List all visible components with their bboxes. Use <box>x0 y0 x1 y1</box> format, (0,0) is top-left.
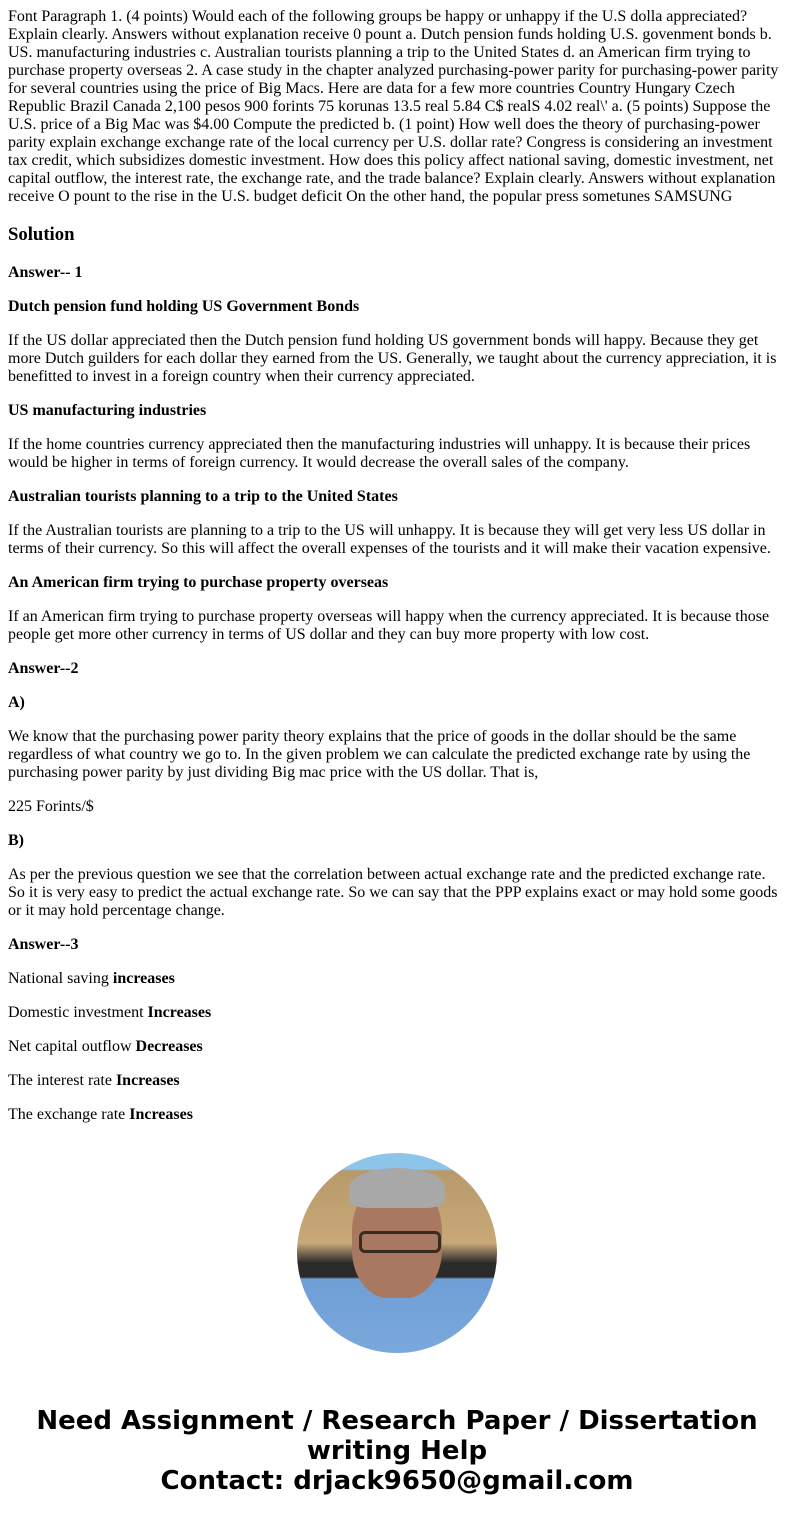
avatar-glasses <box>359 1231 441 1253</box>
effect-value: increases <box>112 970 175 987</box>
effect-value: Increases <box>147 1004 212 1021</box>
question-text: Font Paragraph 1. (4 points) Would each of the following groups be happy or unhappy if the U.S dolla appreciated? Explain clearly. Answers without explanation receive 0 pount a. Dutch pension funds holding U.S. govenment bonds b. US. manufacturing industries c. Australian tourists planning a trip to the United States d. an American firm trying to purchase property overseas 2. A case study in the chapter analyzed purchasing-power parity for purchasing-power parity for several countries using the price of Big Macs. Here are data for a few more countries Country Hungary Czech Republic Brazil Canada 2,100 pesos 900 forints 75 korunas 13.5 real 5.84 C$ realS 4.02 real\' a. (5 points) Suppose the U.S. price of a Big Mac was $4.00 Compute the predicted b. (1 point) How well does the theory of purchasing-power parity explain exchange exchange rate of the local currency per U.S. dollar rate? Congress is considering an investment tax credit, which subsidizes domestic investment. How does this policy affect national saving, domestic investment, net capital outflow, the interest rate, the exchange rate, and the trade balance? Explain clearly. Answers without explanation receive O pount to the rise in the U.S. budget deficit On the other hand, the popular press sometunes SAMSUNG <box>8 8 779 205</box>
effect-row <box>8 1106 786 1123</box>
avatar-hair <box>349 1168 445 1208</box>
tutor-avatar <box>297 1153 497 1353</box>
contact-footer <box>8 1406 786 1496</box>
effect-value: Increases <box>129 1106 193 1123</box>
part-b-text: As per the previous question we see that the correlation between actual exchange rate and the predicted exchange rate. So it is very easy to predict the actual exchange rate. So we can say that the PPP explains exact or may hold some goods or it may hold percentage change. <box>8 866 778 919</box>
item-title: Australian tourists planning to a trip to the United States <box>8 488 398 505</box>
effect-row <box>8 970 786 988</box>
item-title: An American firm trying to purchase property overseas <box>8 574 389 591</box>
footer-help-text: Need Assignment / Research Paper / Dissertation writing Help <box>36 1406 758 1466</box>
effect-label: Net capital outflow <box>8 1038 136 1055</box>
item-text: If the US dollar appreciated then the Dutch pension fund holding US government bonds will happy. Because they get more Dutch guilders for each dollar they earned from the US. Generally, we taught about the currency appreciation, it is benefitted to invest in a foreign country when their currency appreciated. <box>8 332 777 385</box>
footer-contact: Contact: drjack9650@gmail.com <box>160 1466 634 1496</box>
effect-label: Domestic investment <box>8 1004 148 1021</box>
answer3-heading: Answer--3 <box>8 936 79 953</box>
effect-value: Increases <box>115 1072 180 1089</box>
part-a-result: 225 Forints/$ <box>8 798 94 815</box>
part-b-label: B) <box>8 832 24 849</box>
item-text: If the home countries currency appreciated then the manufacturing industries will unhappy. It is because their prices would be higher in terms of foreign currency. It would decrease the overall sales of the company. <box>8 436 751 471</box>
item-text: If the Australian tourists are planning to a trip to the US will unhappy. It is because they will get very less US dollar in terms of their currency. So this will affect the overall expenses of the tourists and it will make their vacation expensive. <box>8 522 771 557</box>
answer1-heading: Answer-- 1 <box>8 264 83 281</box>
effect-label: National saving <box>8 970 113 987</box>
part-a-text: We know that the purchasing power parity theory explains that the price of goods in the dollar should be the same regardless of what country we go to. In the given problem we can calculate the predicted exchange rate by using the purchasing power parity by just dividing Big mac price with the US dollar. That is, <box>8 728 751 781</box>
document-content <box>8 8 786 1123</box>
effect-row <box>8 1004 786 1022</box>
effect-row <box>8 1072 786 1090</box>
item-title: US manufacturing industries <box>8 402 207 419</box>
effect-value: Decreases <box>135 1038 203 1055</box>
effect-label: The interest rate <box>8 1072 116 1089</box>
part-a-label: A) <box>8 694 25 711</box>
item-text: If an American firm trying to purchase property overseas will happy when the currency appreciated. It is because those people get more other currency in terms of US dollar and they can buy more property with low cost. <box>8 608 770 643</box>
solution-heading: Solution <box>8 224 75 245</box>
item-title: Dutch pension fund holding US Government Bonds <box>8 298 360 315</box>
effect-row <box>8 1038 786 1056</box>
answer2-heading: Answer--2 <box>8 660 79 677</box>
effect-label: The exchange rate <box>8 1106 130 1123</box>
